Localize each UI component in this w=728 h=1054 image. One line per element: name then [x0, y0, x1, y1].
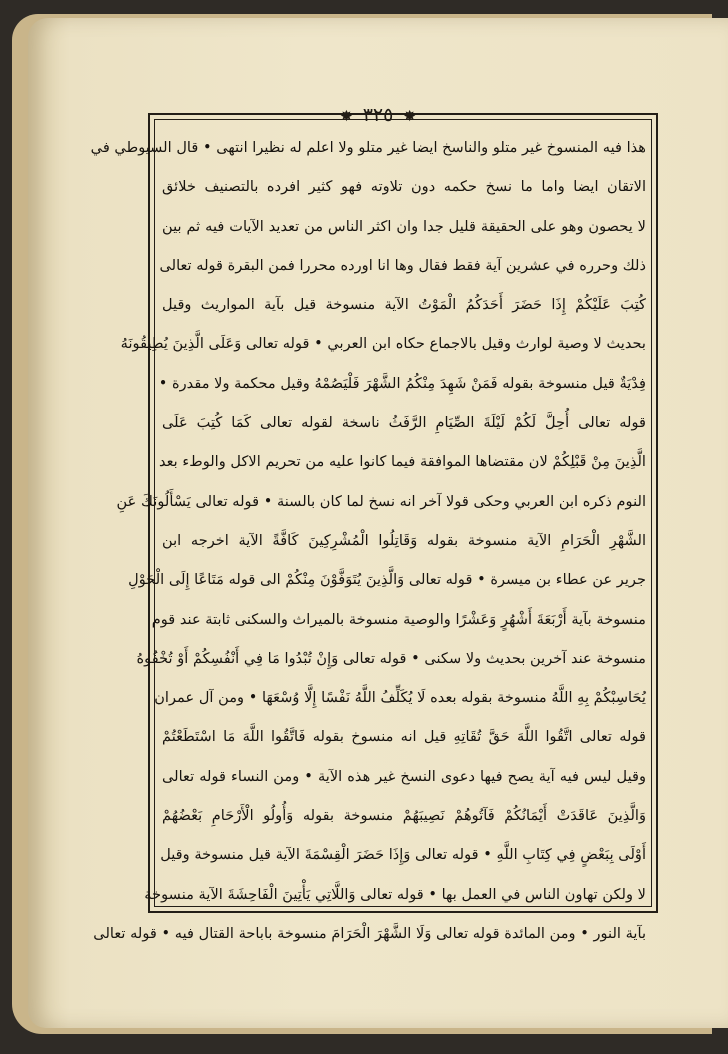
- text-line: أَوْلَى بِبَعْضٍ فِي كِتَابِ اللَّهِ • قوله تعالى وَإِذَا حَضَرَ الْقِسْمَةَ الآية قيل منسوخة وقيل: [160, 846, 646, 864]
- text-line: هذا فيه المنسوخ غير متلو والناسخ ايضا غير متلو ولا اعلم له نظيرا انتهى • قال السيوطي في: [90, 139, 646, 156]
- text-line: منسوخة بآية أَرْبَعَةَ أَشْهُرٍ وَعَشْرًا والوصية منسوخة بالميراث والسكنى ثابتة عند قوم: [151, 610, 646, 628]
- page-number: ٣٢٥: [362, 104, 394, 126]
- text-block: [90, 128, 646, 953]
- text-line: ذلك وحرره في عشرين آية فقط فقال وها انا اورده محررا فمن البقرة قوله تعالى: [159, 256, 646, 274]
- text-line: بآية النور • ومن المائدة قوله تعالى وَلَا الشَّهْرَ الْحَرَامَ منسوخة باباحة القتال فيه • قوله تعالى: [93, 924, 646, 942]
- text-line: وقيل ليس فيه آية يصح فيها دعوى النسخ غير هذه الآية • ومن النساء قوله تعالى: [162, 767, 646, 785]
- text-line: لا يحصون وهو على الحقيقة قليل جدا وان اكثر الناس من تعديد الآيات فيه ثم بين: [162, 217, 646, 235]
- ornament-icon: ✸: [403, 107, 416, 125]
- text-line: بحديث لا وصية لوارث وقيل بالاجماع حكاه ابن العربي • قوله تعالى وَعَلَى الَّذِينَ يُطِيقُونَهُ: [120, 335, 646, 353]
- text-line: لا ولكن تهاون الناس في العمل بها • قوله تعالى وَاللَّاتِي يَأْتِينَ الْفَاحِشَةَ الآية منسوخة: [144, 885, 646, 903]
- text-line: يُحَاسِبْكُمْ بِهِ اللَّهُ منسوخة بقوله بعده لَا يُكَلِّفُ اللَّهُ نَفْسًا إِلَّا وُسْعَهَا • ومن آل عمران: [154, 689, 646, 707]
- text-line: الَّذِينَ مِنْ قَبْلِكُمْ لان مقتضاها الموافقة فيما كانوا عليه من تحريم الاكل والوطء بعد: [158, 453, 646, 471]
- text-line: منسوخة عند آخرين بحديث ولا سكنى • قوله تعالى وَإِنْ تُبْدُوا مَا فِي أَنْفُسِكُمْ أَوْ تُخْفُوهُ: [136, 649, 646, 667]
- text-line: فِدْيَةٌ قيل منسوخة بقوله فَمَنْ شَهِدَ مِنْكُمُ الشَّهْرَ فَلْيَصُمْهُ وقيل محكمة ولا مقدرة •: [158, 374, 646, 392]
- text-line: الشَّهْرِ الْحَرَامِ الآية منسوخة بقوله وَقَاتِلُوا الْمُشْرِكِينَ كَافَّةً الآية اخرجه ابن: [162, 531, 646, 549]
- text-line: جرير عن عطاء بن ميسرة • قوله تعالى وَالَّذِينَ يُتَوَفَّوْنَ مِنْكُمْ الى قوله مَتَاعًا إِلَى الْحَوْلِ: [128, 571, 646, 589]
- text-line: قوله تعالى اتَّقُوا اللَّهَ حَقَّ تُقَاتِهِ قيل انه منسوخ بقوله فَاتَّقُوا اللَّهَ مَا اسْتَطَعْتُمْ: [162, 728, 646, 746]
- text-line: الاتقان ايضا واما ما نسخ حكمه دون تلاوته فهو كثير افرده بالتصنيف خلائق: [162, 178, 646, 196]
- text-line: وَالَّذِينَ عَاقَدَتْ أَيْمَانُكُمْ فَآتُوهُمْ نَصِيبَهُمْ منسوخة بقوله وَأُولُو الْأَرْحَامِ بَعْضُهُمْ: [162, 807, 646, 825]
- text-line: كُتِبَ عَلَيْكُمْ إِذَا حَضَرَ أَحَدَكُمُ الْمَوْتُ الآية منسوخة قيل بآية المواريث وقيل: [162, 296, 646, 314]
- text-line: قوله تعالى أُحِلَّ لَكُمْ لَيْلَةَ الصِّيَامِ الرَّفَثُ ناسخة لقوله تعالى كَمَا كُتِبَ عَلَى: [162, 414, 646, 432]
- text-line: النوم ذكره ابن العربي وحكى قولا آخر انه نسخ لما كان بالسنة • قوله تعالى يَسْأَلُونَكَ عَنِ: [116, 492, 646, 510]
- ornament-icon: ✸: [340, 107, 353, 125]
